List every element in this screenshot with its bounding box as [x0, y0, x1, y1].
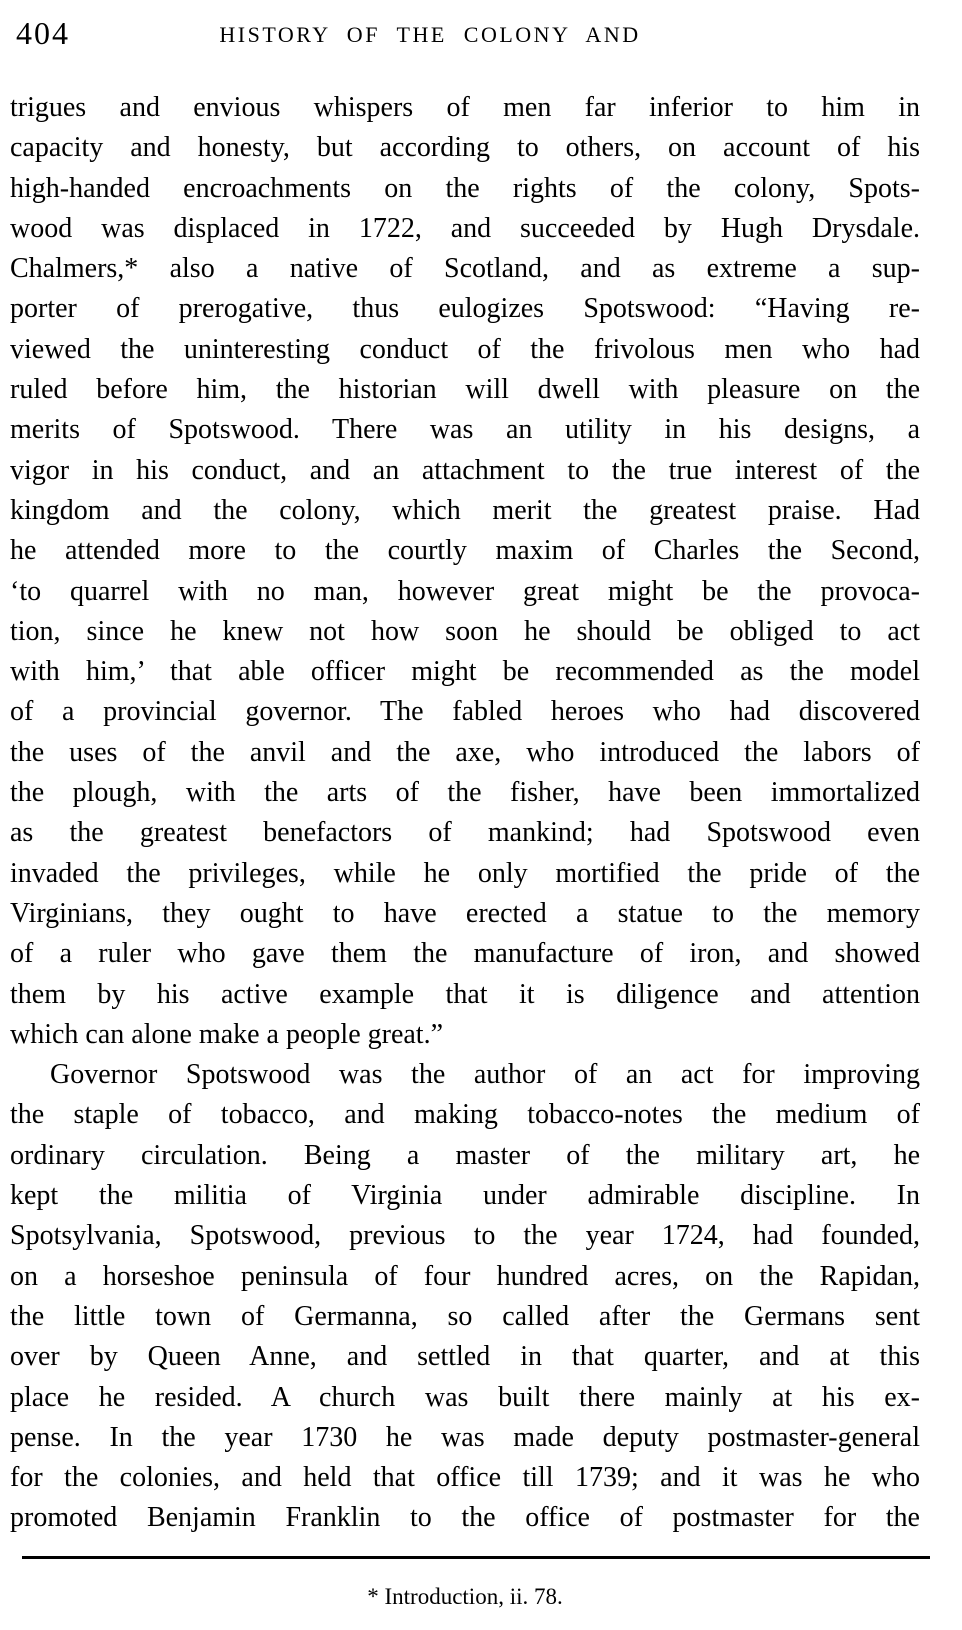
text-line: which can alone make a people great.”	[10, 1018, 444, 1050]
text-line: high-handed encroachments on the rights of the colony, Spots-	[10, 172, 920, 204]
footnote-text: * Introduction, ii. 78.	[367, 1584, 563, 1609]
text-line: them by his active example that it is diligence and attention	[10, 978, 920, 1010]
text-line: of a provincial governor. The fabled heroes who had discovered	[10, 696, 920, 728]
text-line: porter of prerogative, thus eulogizes Spotswood: “Having re-	[10, 293, 920, 325]
text-line: trigues and envious whispers of men far inferior to him in	[10, 92, 920, 123]
text-line: invaded the privileges, while he only mortified the pride of the	[10, 857, 920, 889]
text-line: Governor Spotswood was the author of an act for improving	[50, 1059, 920, 1091]
text-line: vigor in his conduct, and an attachment to the true interest of the	[10, 454, 920, 486]
text-line: tion, since he knew not how soon he should be obliged to act	[10, 615, 920, 647]
text-line: Chalmers,* also a native of Scotland, and as extreme a sup-	[10, 253, 920, 285]
page-number: 404	[16, 15, 70, 51]
text-line: for the colonies, and held that office till 1739; and it was he who	[10, 1462, 920, 1494]
text-line: with him,’ that able officer might be recommended as the model	[10, 656, 920, 688]
text-line: Virginians, they ought to have erected a statue to the memory	[10, 897, 920, 929]
text-line: the staple of tobacco, and making tobacco-notes the medium of	[10, 1099, 920, 1131]
text-line: the uses of the anvil and the axe, who introduced the labors of	[10, 736, 920, 768]
text-line: merits of Spotswood. There was an utility in his designs, a	[10, 414, 920, 446]
text-line: on a horseshoe peninsula of four hundred acres, on the Rapidan,	[10, 1260, 920, 1292]
text-line: viewed the uninteresting conduct of the frivolous men who had	[10, 333, 920, 365]
text-line: wood was displaced in 1722, and succeeded by Hugh Drysdale.	[10, 212, 920, 244]
text-line: promoted Benjamin Franklin to the office of postmaster for the	[10, 1502, 920, 1534]
text-line: kept the militia of Virginia under admirable discipline. In	[10, 1180, 920, 1212]
text-line: place he resided. A church was built there mainly at his ex-	[10, 1381, 920, 1413]
footnote-divider	[22, 1556, 930, 1559]
text-line: the plough, with the arts of the fisher, have been immortalized	[10, 777, 920, 809]
text-line: ordinary circulation. Being a master of the military art, he	[10, 1139, 920, 1171]
text-line: kingdom and the colony, which merit the greatest praise. Had	[10, 494, 920, 526]
body-text	[10, 88, 920, 1539]
text-line: capacity and honesty, but according to others, on account of his	[10, 132, 920, 164]
text-line: ruled before him, the historian will dwell with pleasure on the	[10, 374, 920, 406]
text-line: pense. In the year 1730 he was made deputy postmaster-general	[10, 1421, 920, 1453]
text-line: of a ruler who gave them the manufacture of iron, and showed	[10, 938, 920, 970]
text-line: over by Queen Anne, and settled in that quarter, and at this	[10, 1341, 920, 1373]
text-line: he attended more to the courtly maxim of Charles the Second,	[10, 535, 920, 567]
running-head: HISTORY OF THE COLONY AND	[219, 22, 641, 47]
text-line: ‘to quarrel with no man, however great might be the provoca-	[10, 575, 920, 607]
text-line: Spotsylvania, Spotswood, previous to the year 1724, had founded,	[10, 1220, 920, 1252]
text-line: as the greatest benefactors of mankind; had Spotswood even	[10, 817, 920, 849]
text-line: the little town of Germanna, so called after the Germans sent	[10, 1300, 920, 1332]
